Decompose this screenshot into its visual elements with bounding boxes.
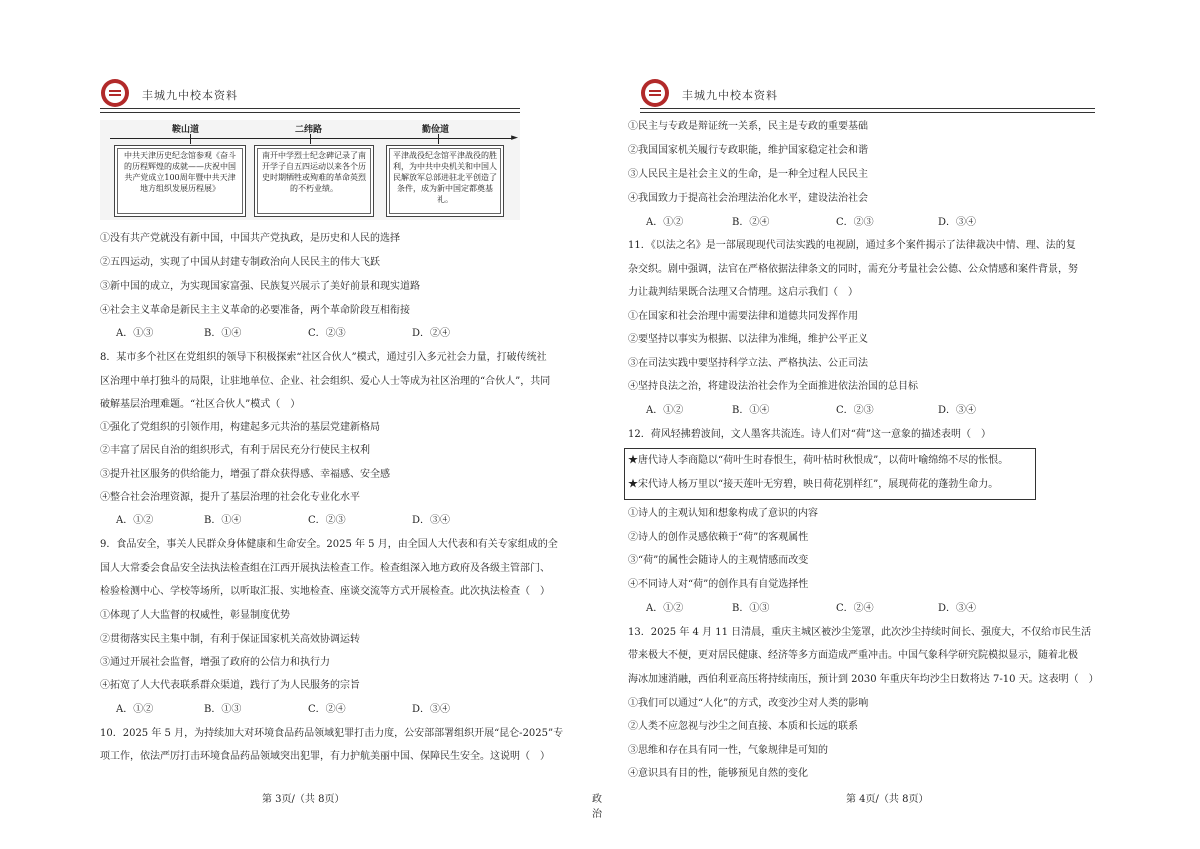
q9-stem: 9．食品安全，事关人民群众身体健康和生命安全。2025 年 5 月，由全国人大代表和有关专家组成的全 — [100, 539, 558, 550]
school-logo-icon — [640, 78, 670, 108]
option-d[interactable]: D．③④ — [938, 405, 977, 416]
road-tick — [438, 134, 439, 144]
option-b[interactable]: B．①④ — [732, 405, 770, 416]
q8-stem: 8．某市多个社区在党组织的领导下积极探索“社区合伙人”模式，通过引入多元社会力量，打破传统社 — [100, 352, 547, 363]
q12-options — [628, 602, 1148, 616]
option-a[interactable]: A．①③ — [116, 328, 154, 339]
poem-line: ★宋代诗人杨万里以“接天莲叶无穷碧，映日荷花别样红”，展现荷花的蓬勃生命力。 — [628, 479, 999, 490]
q12-item: ①诗人的主观认知和想象构成了意识的内容 — [628, 508, 818, 519]
option-d[interactable]: D．③④ — [412, 704, 451, 715]
memorial-text: 南开中学烈士纪念碑记录了南开学子自五四运动以来各个历史时期牺牲或殉难的革命英烈的不朽业绩。 — [262, 151, 366, 193]
road-label: 勤俭道 — [422, 125, 450, 135]
option-d[interactable]: D．③④ — [938, 217, 977, 228]
q8-stem: 破解基层治理难题。“社区合伙人”模式（ ） — [100, 399, 301, 410]
option-a[interactable]: A．①② — [646, 405, 684, 416]
q11-options — [628, 404, 1148, 418]
option-b[interactable]: B．①④ — [204, 328, 242, 339]
q13-item: ②人类不应忽视与沙尘之间直接、本质和长远的联系 — [628, 721, 858, 732]
road-label: 二纬路 — [295, 125, 323, 135]
option-a[interactable]: A．①② — [646, 603, 684, 614]
arrow-right-icon: ► — [511, 133, 518, 143]
q8-options — [100, 514, 585, 528]
memorial-text: 中共天津历史纪念馆参观《奋斗的历程辉煌的成就——庆祝中国共产党成立100周年暨中共天津地方组织发展历程展》 — [124, 151, 236, 193]
q13-stem: 带来极大不便，更对居民健康、经济等多方面造成严重冲击。中国气象科学研究院模拟显示，随着北极 — [628, 650, 1078, 661]
road-label: 鞍山道 — [172, 125, 200, 135]
poem-line: ★唐代诗人李商隐以“荷叶生时春恨生，荷叶枯时秋恨成”，以荷叶喻绵绵不尽的怅恨。 — [628, 455, 1009, 466]
header-rule-thin — [100, 112, 520, 113]
option-b[interactable]: B．①③ — [204, 704, 242, 715]
road-line — [110, 138, 512, 139]
q13-item: ①我们可以通过“人化”的方式，改变沙尘对人类的影响 — [628, 698, 869, 709]
memorial-box — [254, 145, 374, 217]
q12-stem: 12．荷风轻拂碧波间，文人墨客共流连。诗人们对“荷”这一意象的描述表明（ ） — [628, 429, 991, 440]
page-number: 第 4页/（共 8页） — [846, 794, 929, 805]
q13-item: ③思维和存在具有同一性，气象规律是可知的 — [628, 745, 828, 756]
q8-item: ③提升社区服务的供给能力，增强了群众获得感、幸福感、安全感 — [100, 469, 390, 480]
school-name: 丰城九中校本资料 — [142, 89, 238, 102]
option-d[interactable]: D．③④ — [938, 603, 977, 614]
header-rule — [640, 108, 1095, 109]
option-b[interactable]: B．①④ — [204, 515, 242, 526]
q12-item: ④不同诗人对“荷”的创作具有自觉选择性 — [628, 579, 809, 590]
q9-stem: 国人大常委会食品安全法执法检查组在江西开展执法检查工作。检查组深入地方政府及各级主管部门、 — [100, 563, 550, 574]
q10-stem: 项工作，依法严厉打击环境食品药品领域突出犯罪，有力护航美丽中国、保障民生安全。这说明（ ） — [100, 751, 550, 762]
header-rule — [100, 108, 520, 109]
q11-stem: 力让裁判结果既合法理又合情理。这启示我们（ ） — [628, 287, 858, 298]
memorial-box — [386, 145, 504, 217]
q10-item: ①民主与专政是辩证统一关系，民主是专政的重要基础 — [628, 121, 868, 132]
page-number: 第 3页/（共 8页） — [262, 794, 345, 805]
memorial-text: 平津战役纪念馆平津战役的胜利，为中共中央机关和中国人民解放军总部进驻北平创造了条件，成为新中国定都奠基礼。 — [393, 151, 497, 204]
q12-item: ③“荷”的属性会随诗人的主观情感而改变 — [628, 555, 809, 566]
q11-item: ②要坚持以事实为根据、以法律为准绳，维护公平正义 — [628, 334, 868, 345]
option-c[interactable]: C．②③ — [836, 217, 874, 228]
option-c[interactable]: C．②③ — [308, 515, 346, 526]
header-rule-thin — [640, 112, 1095, 113]
option-d[interactable]: D．②④ — [412, 328, 451, 339]
q13-stem: 海冰加速消融，西伯利亚高压将持续南压，预计到 2030 年重庆年均沙尘日数将达 7-10 天。这表明（ ） — [628, 674, 1099, 685]
q9-item: ③通过开展社会监督，增强了政府的公信力和执行力 — [100, 657, 330, 668]
q11-item: ①在国家和社会治理中需要法律和道德共同发挥作用 — [628, 311, 858, 322]
option-c[interactable]: C．②④ — [836, 603, 874, 614]
q7-item: ④社会主义革命是新民主主义革命的必要准备，两个革命阶段互相衔接 — [100, 305, 410, 316]
q8-item: ②丰富了居民自治的组织形式，有利于居民充分行使民主权利 — [100, 445, 370, 456]
q9-options — [100, 703, 585, 717]
q7-item: ②五四运动，实现了中国从封建专制政治向人民民主的伟大飞跃 — [100, 257, 380, 268]
q11-item: ③在司法实践中要坚持科学立法、严格执法、公正司法 — [628, 358, 868, 369]
q11-item: ④坚持良法之治，将建设法治社会作为全面推进依法治国的总目标 — [628, 381, 918, 392]
option-d[interactable]: D．③④ — [412, 515, 451, 526]
q9-item: ②贯彻落实民主集中制，有利于保证国家机关高效协调运转 — [100, 634, 360, 645]
road-diagram — [100, 120, 520, 220]
memorial-box — [114, 145, 246, 217]
q7-options — [100, 327, 585, 341]
school-name: 丰城九中校本资料 — [682, 89, 778, 102]
q9-item: ①体现了人大监督的权威性，彰显制度优势 — [100, 610, 290, 621]
q7-item: ①没有共产党就没有新中国，中国共产党执政，是历史和人民的选择 — [100, 233, 400, 244]
q13-stem: 13．2025 年 4 月 11 日清晨，重庆主城区被沙尘笼罩，此次沙尘持续时间长、强度大，不仅给市民生活 — [628, 627, 1092, 638]
q9-stem: 检验检测中心、学校等场所，以听取汇报、实地检查、座谈交流等方式开展检查。此次执法检查（ ） — [100, 586, 550, 597]
page-header — [640, 78, 1095, 114]
page-header — [100, 78, 520, 114]
option-a[interactable]: A．①② — [116, 515, 154, 526]
q11-stem: 杂交织。剧中强调，法官在严格依据法律条文的同时，需充分考量社会公德、公众情感和案件背景，努 — [628, 264, 1078, 275]
q12-item: ②诗人的创作灵感依赖于“荷”的客观属性 — [628, 532, 809, 543]
q9-item: ④拓宽了人大代表联系群众渠道，践行了为人民服务的宗旨 — [100, 680, 360, 691]
q8-stem: 区治理中单打独斗的局限，让驻地单位、企业、社会组织、爱心人士等成为社区治理的“合伙人”，共同 — [100, 376, 551, 387]
option-b[interactable]: B．①③ — [732, 603, 770, 614]
q10-item: ③人民民主是社会主义的生命，是一种全过程人民民主 — [628, 169, 868, 180]
option-c[interactable]: C．②④ — [308, 704, 346, 715]
q10-item: ④我国致力于提高社会治理法治化水平，建设法治社会 — [628, 193, 868, 204]
q7-item: ③新中国的成立，为实现国家富强、民族复兴展示了美好前景和现实道路 — [100, 281, 420, 292]
option-a[interactable]: A．①② — [646, 217, 684, 228]
road-tick — [190, 134, 191, 144]
q8-item: ①强化了党组织的引领作用，构建起多元共治的基层党建新格局 — [100, 422, 380, 433]
option-c[interactable]: C．②③ — [308, 328, 346, 339]
q8-item: ④整合社会治理资源，提升了基层治理的社会化专业化水平 — [100, 492, 360, 503]
q13-item: ④意识具有目的性，能够预见自然的变化 — [628, 768, 808, 779]
road-tick — [310, 134, 311, 144]
option-b[interactable]: B．②④ — [732, 217, 770, 228]
q11-stem: 11．《以法之名》是一部展现现代司法实践的电视剧，通过多个案件揭示了法律裁决中情、理、法的复 — [628, 240, 1076, 251]
subject-label: 政治 — [592, 794, 602, 820]
school-logo-icon — [100, 78, 130, 108]
q10-item: ②我国国家机关履行专政职能，维护国家稳定社会和谐 — [628, 145, 868, 156]
option-c[interactable]: C．②③ — [836, 405, 874, 416]
q10-options — [628, 216, 1148, 230]
q10-stem: 10．2025 年 5 月，为持续加大对环境食品药品领域犯罪打击力度，公安部部署组织开展“昆仑-2025”专 — [100, 728, 564, 739]
option-a[interactable]: A．①② — [116, 704, 154, 715]
